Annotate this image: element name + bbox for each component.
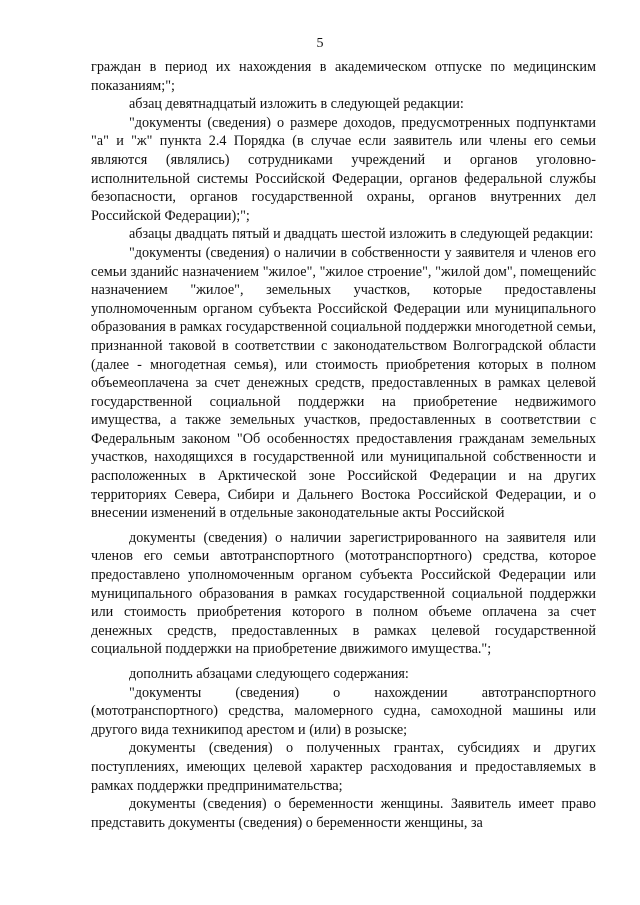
paragraph-4: абзацы двадцать пятый и двадцать шестой изложить в следующей редакции:	[129, 226, 594, 243]
paragraph-7: дополнить абзацами следующего содержания:	[129, 666, 409, 682]
document-body	[91, 58, 596, 832]
paragraph-8: "документы (сведения) о нахождении автотранспортного (мототранспортного) средства, маломерного судна, самоходной машины или другого вида техникипод арестом и (или) в розыске;	[91, 684, 596, 738]
paragraph-2: абзац девятнадцатый изложить в следующей редакции:	[129, 96, 464, 113]
paragraph-3: "документы (сведения) о размере доходов, предусмотренных подпунктами "а" и "ж" пункта 2.4 Порядка (в случае если заявитель или члены его семьи являются (являлись) сотрудниками учреждений и органов уголовно-исполнительной системы Российской Федерации, органов федеральной службы безопасности, органов государственной охраны, органов внутренних дел Российской Федерации);";	[91, 114, 596, 224]
paragraph-10: документы (сведения) о беременности женщины. Заявитель имеет право представить документы (сведения) о беременности женщины, за	[91, 796, 596, 831]
paragraph-6: документы (сведения) о наличии зарегистрированного на заявителя или членов его семьи автотранспортного (мототранспортного) средства, которое предоставлено уполномоченным органом субъекта Российской Федерации или муниципального образования в рамках государственной социальной поддержки или стоимость приобретения которого в полном объеме оплачена за счет денежных средств, предоставленных в рамках целевой государственной социальной поддержки на приобретение движимого имущества.";	[91, 529, 596, 658]
paragraph-9: документы (сведения) о полученных грантах, субсидиях и других поступлениях, имеющих целевой характер расходования и предоставляемых в рамках поддержки предпринимательства;	[91, 740, 596, 794]
paragraph-5: "документы (сведения) о наличии в собственности у заявителя и членов его семьи зданийс назначением "жилое", "жилое строение", "жилой дом", помещенийс назначением "жилое", земельных участков, которые предоставлены уполномоченным органом субъекта Российской Федерации или муниципального образования в рамках государственной социальной поддержки многодетной семьи, признанной таковой в соответствии с законодательством Волгоградской области (далее - многодетная семья), или стоимость приобретения которых в полном объемеоплачена за счет денежных средств, предоставленных в рамках целевой государственной социальной поддержки на приобретение недвижимого имущества, а также земельных участков, предоставленных в соответствии с Федеральным законом "Об особенностях предоставления гражданам земельных участков, находящихся в государственной или муниципальной собственности и расположенных в Арктической зоне Российской Федерации и на других территориях Севера, Сибири и Дальнего Востока Российской Федерации, и о внесении изменений в отдельные законодательные акты Российской	[91, 244, 596, 522]
paragraph-1: граждан в период их нахождения в академическом отпуске по медицинским показаниям;";	[91, 59, 596, 94]
page-number: 5	[316, 36, 324, 51]
